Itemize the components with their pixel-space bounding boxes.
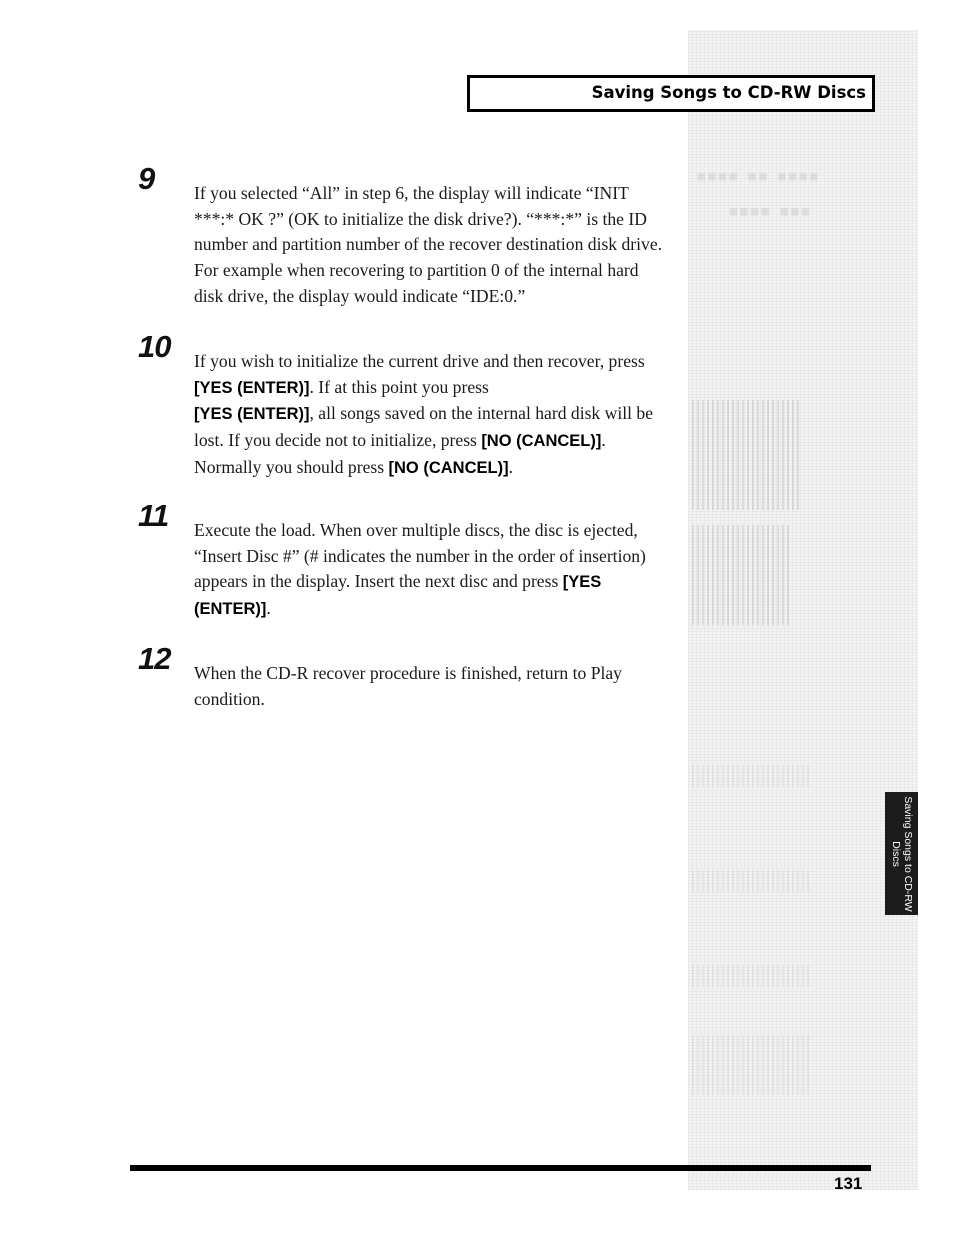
page-bleed-through (688, 30, 918, 1190)
bleed-ghost-block (692, 1035, 812, 1095)
step-text-part: . If at this point you press (309, 376, 489, 397)
no-cancel-button-ref: [NO (CANCEL)] (388, 458, 509, 477)
yes-enter-button-ref: [YES (ENTER)] (194, 378, 310, 397)
step-text-part: , all songs saved on the internal hard disk will be lost. If you decide not to initialize, press (194, 403, 653, 451)
step-number: 9 (138, 161, 155, 196)
side-tab-label: Saving Songs to CD-RW Discs (889, 795, 914, 912)
step-text-part: . Normally you should press (194, 430, 606, 477)
chapter-side-tab (885, 792, 918, 915)
step-text: If you selected “All” in step 6, the display will indicate “INIT ***:* OK ?” (OK to initialize the disk drive?). “***:*” is the ID number and partition number of the recover destination disk drive. For example when recovering to partition 0 of the internal hard disk drive, the display would indicate “IDE:0.” (194, 183, 663, 306)
bleed-ghost-block (692, 525, 792, 625)
step-text-part: Execute the load. When over multiple discs, the disc is ejected, “Insert Disc #” (# indicates the number in the order of insertion) appears in the display. Insert the next disc and press (194, 520, 646, 592)
step-text (194, 349, 670, 482)
bleed-ghost-heading: ▪▪▪▪ ▪▪▪ (728, 195, 811, 228)
yes-enter-button-ref: [YES (ENTER)] (194, 573, 602, 619)
bleed-ghost-block (692, 765, 812, 787)
section-header (467, 75, 875, 112)
no-cancel-button-ref: [NO (CANCEL)] (481, 432, 602, 451)
footer-rule (130, 1165, 871, 1171)
bleed-ghost-heading: ▪▪▪▪ ▪▪ ▪▪▪▪ (696, 160, 820, 193)
step-text: When the CD-R recover procedure is finished, return to Play condition. (194, 663, 622, 709)
page-number: 131 (834, 1174, 863, 1193)
step-number: 10 (138, 329, 171, 364)
bleed-ghost-block (692, 400, 802, 510)
section-title: Saving Songs to CD-RW Discs (591, 83, 866, 102)
step-text-part: If you wish to initialize the current drive and then recover, press (194, 351, 645, 371)
step-number: 12 (138, 641, 171, 676)
step-text-part: . (266, 598, 271, 619)
step-text-part: . (508, 456, 513, 477)
step-number: 11 (138, 498, 169, 533)
yes-enter-button-ref: [YES (ENTER)] (194, 405, 310, 424)
bleed-ghost-block (692, 870, 812, 892)
bleed-ghost-block (692, 965, 812, 987)
step-text (194, 518, 670, 623)
